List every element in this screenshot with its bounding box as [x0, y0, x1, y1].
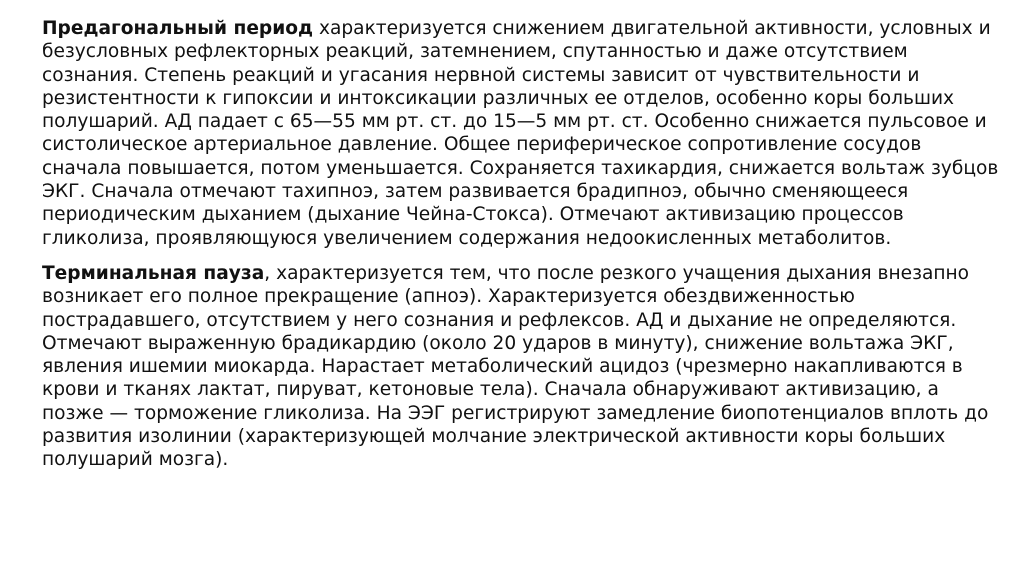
term-terminal-pause: Терминальная пауза: [42, 262, 265, 284]
slide-content: [42, 17, 1000, 472]
paragraph-terminal-pause: [42, 262, 1000, 472]
paragraph-terminal-pause-text: , характеризуется тем, что после резкого учащения дыхания внезапно возникает его полное прекращение (апноэ). Характеризуется обездвиженностью пострадавшего, отсутствием у него сознания и рефлексов. АД и дыхание не определяются. Отмечают выраженную брадикардию (около 20 ударов в минуту), снижение вольтажа ЭКГ, явления ишемии миокарда. Нарастает метаболический ацидоз (чрезмерно накапливаются в крови и тканях лактат, пируват, кетоновые тела). Сначала обнаруживают активизацию, а позже — торможение гликолиза. На ЭЭГ регистрируют замедление биопотенциалов вплоть до развития изолинии (характеризующей молчание электрической активности коры больших полушарий мозга).: [42, 262, 989, 471]
paragraph-preagonal: [42, 17, 1000, 250]
paragraph-preagonal-text: характеризуется снижением двигательной активности, условных и безусловных рефлекторных реакций, затемнением, спутанностью и даже отсутствием сознания. Степень реакций и угасания нервной системы зависит от чувствительности и резистентности к гипоксии и интоксикации различных ее отделов, особенно коры больших полушарий. АД падает с 65—55 мм рт. ст. до 15—5 мм рт. ст. Особенно снижается пульсовое и систолическое артериальное давление. Общее периферическое сопротивление сосудов сначала повышается, потом уменьшается. Сохраняется тахикардия, снижается вольтаж зубцов ЭКГ. Сначала отмечают тахипноэ, затем развивается брадипноэ, обычно сменяющееся периодическим дыханием (дыхание Чейна-Стокса). Отмечают активизацию процессов гликолиза, проявляющуюся увеличением содержания недоокисленных метаболитов.: [42, 18, 999, 249]
term-preagonal-period: Предагональный период: [42, 18, 314, 39]
